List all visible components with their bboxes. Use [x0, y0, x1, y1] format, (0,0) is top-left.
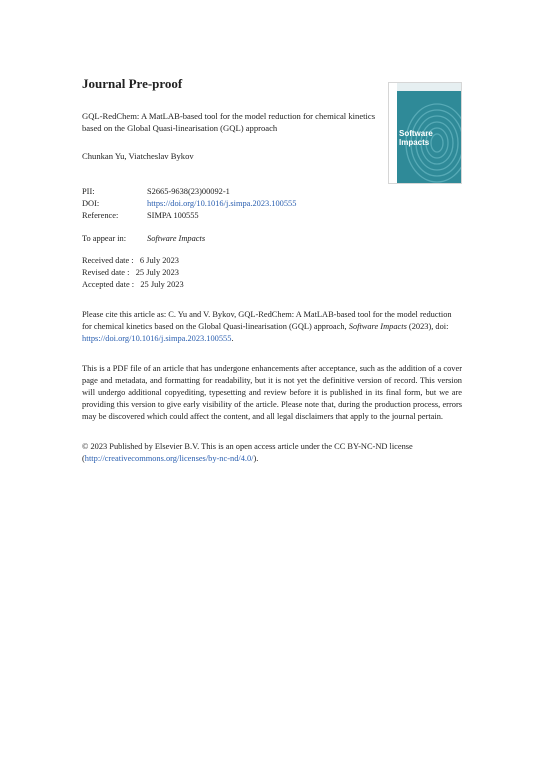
license-paragraph: [82, 441, 462, 465]
citation-paragraph: [82, 309, 462, 345]
authors: Chunkan Yu, Viatcheslav Bykov: [82, 151, 194, 161]
revised-date-text: Revised date : 25 July 2023: [82, 268, 179, 277]
appear-row: [82, 233, 205, 245]
citation-end: .: [231, 334, 234, 343]
license-end: ).: [253, 454, 259, 463]
license-text: © 2023 Published by Elsevier B.V. This is an open access article under the CC BY-NC-ND license (: [82, 442, 413, 463]
article-title: GQL-RedChem: A MatLAB-based tool for the model reduction for chemical kinetics based on the Global Quasi-linearisation (GQL) approach: [82, 111, 376, 133]
doi-link[interactable]: https://doi.org/10.1016/j.simpa.2023.100555: [147, 199, 297, 208]
pii-row: [82, 186, 230, 198]
accepted-date-text: Accepted date : 25 July 2023: [82, 280, 184, 289]
citation-text: Please cite this article as: C. Yu and V. Bykov, GQL-RedChem: A MatLAB-based tool for the model reduction for chemical kinetics based on the Global Quasi-linearisation (GQL) approach,: [82, 310, 452, 331]
pii-label: PII:: [82, 187, 95, 196]
appear-label: To appear in:: [82, 234, 127, 243]
received-date: [82, 255, 179, 267]
journal-cover-thumbnail: [388, 82, 462, 184]
revised-date: [82, 267, 179, 279]
appear-journal: Software Impacts: [147, 234, 206, 243]
pdf-notice-paragraph: This is a PDF file of an article that has undergone enhancements after acceptance, such as the addition of a cover page and metadata, and formatting for readability, but it is not yet the definitive version of record. This version will undergo additional copyediting, typesetting and review before it is published in its final form, but we are providing this version to give early visibility of the article. Please note that, during the production process, errors may be discovered which could affect the content, and all legal disclaimers that apply to the journal pertain.: [82, 364, 462, 421]
cover-title: [399, 129, 433, 147]
citation-year: (2023), doi:: [406, 322, 449, 331]
cover-title-line2: Impacts: [399, 138, 430, 147]
cover-top-band: [397, 83, 461, 91]
accepted-date: [82, 279, 184, 291]
citation-journal: Software Impacts: [348, 322, 407, 331]
reference-label: Reference:: [82, 211, 119, 220]
journal-pre-proof-heading: Journal Pre-proof: [82, 76, 183, 91]
cover-title-line1: Software: [399, 129, 433, 138]
doi-label: DOI:: [82, 199, 100, 208]
reference-row: [82, 210, 199, 222]
pii-value: S2665-9638(23)00092-1: [147, 187, 230, 196]
license-link[interactable]: http://creativecommons.org/licenses/by-nc-nd/4.0/: [84, 454, 254, 463]
reference-value: SIMPA 100555: [147, 211, 199, 220]
doi-row: [82, 198, 296, 210]
received-date-text: Received date : 6 July 2023: [82, 256, 179, 265]
citation-doi-link[interactable]: https://doi.org/10.1016/j.simpa.2023.100555: [82, 334, 232, 343]
cover-art: [397, 91, 461, 183]
